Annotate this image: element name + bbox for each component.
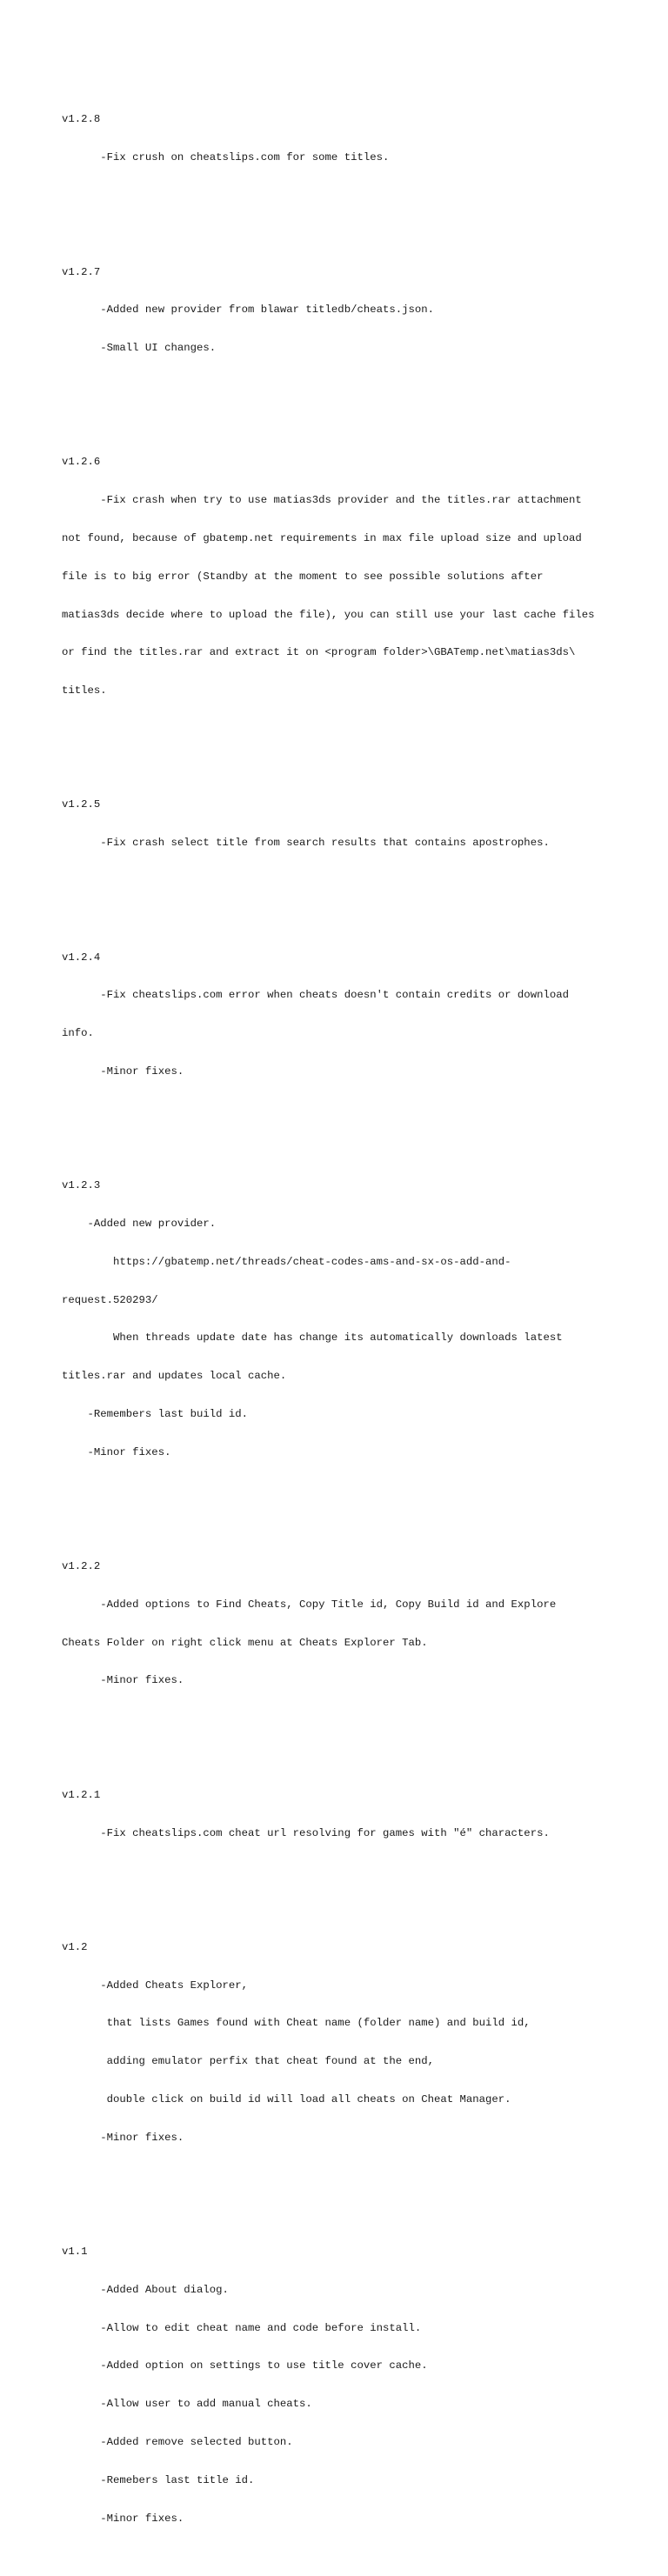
changelog-entry (62, 1535, 627, 1712)
change-line: -Added options to Find Cheats, Copy Title id, Copy Build id and Explore (62, 1598, 557, 1611)
change-line: -Small UI changes. (62, 342, 217, 355)
version-heading: v1.2.3 (62, 1179, 101, 1192)
change-line: -Fix crash select title from search results that contains apostrophes. (62, 837, 550, 850)
version-heading: v1.1 (62, 2246, 88, 2259)
changelog-entry (62, 773, 627, 875)
changelog-entry (62, 1154, 627, 1484)
change-line: -Remembers last build id. (62, 1407, 249, 1420)
change-line: file is to big error (Standby at the moment to see possible solutions after (62, 570, 544, 583)
change-line: titles. (62, 684, 107, 697)
change-line: adding emulator perfix that cheat found at the end, (62, 2055, 435, 2068)
changelog-document (62, 63, 627, 2576)
change-line: -Minor fixes. (62, 2131, 184, 2144)
changelog-entry (62, 430, 627, 723)
version-heading: v1.2.8 (62, 113, 101, 126)
changelog-entry (62, 88, 627, 190)
changelog-entry (62, 240, 627, 380)
change-line: -Added new provider from blawar titledb/cheats.json. (62, 304, 435, 317)
version-heading: v1.2.7 (62, 265, 101, 278)
version-heading: v1.2.2 (62, 1560, 101, 1573)
change-line: -Added remove selected button. (62, 2436, 293, 2449)
change-line: titles.rar and updates local cache. (62, 1370, 287, 1383)
change-line: not found, because of gbatemp.net requirements in max file upload size and upload (62, 531, 582, 544)
change-line: -Fix crash when try to use matias3ds provider and the titles.rar attachment (62, 494, 582, 507)
change-line: -Minor fixes. (62, 1445, 171, 1458)
change-line: -Minor fixes. (62, 1064, 184, 1078)
version-heading: v1.2 (62, 1940, 88, 1953)
change-line: that lists Games found with Cheat name (folder name) and build id, (62, 2017, 531, 2030)
change-line: -Added new provider. (62, 1218, 217, 1231)
change-line: -Added Cheats Explorer, (62, 1979, 249, 1992)
change-line: double click on build id will load all cheats on Cheat Manager. (62, 2093, 511, 2106)
changelog-entry (62, 2220, 627, 2550)
change-line: -Fix cheatslips.com error when cheats doesn't contain credits or download (62, 989, 569, 1002)
change-line: https://gbatemp.net/threads/cheat-codes-ams-and-sx-os-add-and- (62, 1255, 511, 1268)
change-line: -Added About dialog. (62, 2283, 229, 2296)
change-line: -Added option on settings to use title cover cache. (62, 2359, 428, 2372)
changelog-entry (62, 925, 627, 1103)
changelog-entry (62, 1916, 627, 2170)
change-line: When threads update date has change its automatically downloads latest (62, 1331, 563, 1345)
change-line: info. (62, 1027, 94, 1040)
change-line: -Minor fixes. (62, 1674, 184, 1687)
change-line: -Minor fixes. (62, 2512, 184, 2525)
changelog-entry (62, 1764, 627, 1865)
change-line: matias3ds decide where to upload the file), you can still use your last cache files (62, 608, 595, 621)
change-line: -Remebers last title id. (62, 2473, 255, 2486)
version-heading: v1.2.5 (62, 798, 101, 811)
change-line: Cheats Folder on right click menu at Cheats Explorer Tab. (62, 1636, 428, 1649)
change-line: request.520293/ (62, 1293, 158, 1306)
version-heading: v1.2.4 (62, 951, 101, 964)
change-line: -Allow to edit cheat name and code before install. (62, 2321, 422, 2334)
change-line: -Fix crush on cheatslips.com for some titles. (62, 151, 390, 164)
change-line: -Fix cheatslips.com cheat url resolving for games with "é" characters. (62, 1826, 550, 1839)
version-heading: v1.2.1 (62, 1788, 101, 1801)
change-line: -Allow user to add manual cheats. (62, 2398, 312, 2411)
version-heading: v1.2.6 (62, 456, 101, 469)
change-line: or find the titles.rar and extract it on <program folder>\GBATemp.net\matias3ds\ (62, 646, 576, 659)
